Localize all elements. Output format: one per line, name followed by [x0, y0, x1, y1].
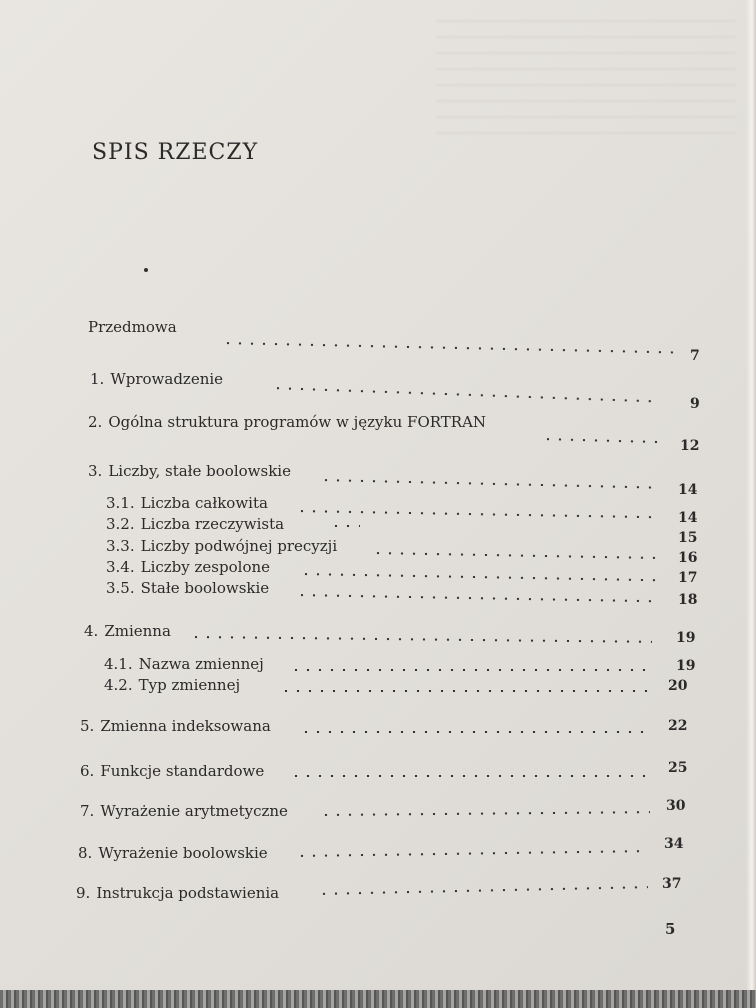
toc-page-number: 17	[678, 570, 698, 586]
toc-leader-dots	[300, 731, 650, 733]
toc-leader-dots	[318, 886, 648, 895]
toc-page-number: 18	[678, 592, 698, 608]
toc-page-number: 14	[678, 510, 698, 526]
toc-label: Zmienna indeksowana	[100, 717, 271, 735]
toc-leader-dots	[300, 573, 660, 581]
toc-number: 3.4.	[106, 558, 135, 576]
page-folio: 5	[665, 920, 676, 938]
toc-label: Liczba rzeczywista	[140, 515, 285, 533]
toc-number: 2.	[88, 413, 103, 431]
toc-number: 1.	[90, 370, 105, 388]
toc-number: 4.	[84, 622, 99, 640]
toc-label: Liczby podwójnej precyzji	[140, 537, 338, 555]
toc-page-number: 9	[690, 396, 700, 412]
toc-number: 3.5.	[106, 579, 135, 597]
toc-number: 5.	[80, 717, 95, 735]
toc-leader-dots	[280, 690, 650, 692]
toc-page-number: 15	[678, 530, 698, 546]
toc-leader-dots	[320, 479, 660, 489]
toc-leader-dots	[290, 669, 654, 671]
toc-leader-dots	[296, 594, 660, 602]
toc-leader-dots	[190, 636, 652, 643]
toc-label: Ogólna struktura programów w języku FORTRAN	[108, 413, 487, 431]
toc-page-number: 34	[664, 836, 684, 852]
ink-speck	[144, 268, 148, 272]
toc-number: 9.	[76, 884, 91, 902]
toc-page-number: 19	[676, 658, 696, 674]
toc-page-number: 19	[676, 630, 696, 646]
toc-label: Typ zmiennej	[138, 676, 241, 694]
toc-page-number: 22	[668, 718, 688, 734]
toc-number: 3.1.	[106, 494, 135, 512]
toc-leader-dots	[296, 850, 646, 857]
toc-number: 3.3.	[106, 537, 135, 555]
toc-label: Stałe boolowskie	[140, 579, 270, 597]
toc-label: Liczby zespolone	[140, 558, 271, 576]
toc-number: 7.	[80, 802, 95, 820]
toc-label: Wyrażenie arytmetyczne	[100, 802, 288, 820]
toc-number: 3.	[88, 462, 103, 480]
toc-page-number: 16	[678, 550, 698, 566]
toc-leader-dots	[320, 811, 650, 816]
toc-leader-dots	[372, 552, 662, 559]
toc-page-number: 30	[666, 798, 686, 814]
toc-label: Nazwa zmiennej	[138, 655, 264, 673]
toc-label: Wprowadzenie	[110, 370, 224, 388]
toc-label: Liczba całkowita	[140, 494, 268, 512]
toc-label: Funkcje standardowe	[100, 762, 265, 780]
toc-number: 6.	[80, 762, 95, 780]
toc-number: 4.2.	[104, 676, 133, 694]
toc-page-number: 7	[690, 348, 700, 364]
toc-label: Liczby, stałe boolowskie	[108, 462, 291, 480]
toc-number: 8.	[78, 844, 93, 862]
toc-leader-dots	[290, 775, 648, 777]
page-title: SPIS RZECZY	[92, 140, 259, 165]
toc-page-number: 20	[668, 678, 688, 694]
toc-page-number: 25	[668, 760, 688, 776]
background-carpet	[0, 990, 756, 1008]
toc-label: Przedmowa	[88, 318, 177, 336]
toc-page-number: 12	[680, 438, 700, 454]
toc-leader-dots	[296, 510, 656, 518]
toc-label: Wyrażenie boolowskie	[98, 844, 268, 862]
toc-leader-dots	[542, 438, 662, 443]
toc-label: Instrukcja podstawienia	[96, 884, 280, 902]
toc-number: 3.2.	[106, 515, 135, 533]
toc-page-number: 14	[678, 482, 698, 498]
page-edge	[746, 0, 756, 1008]
show-through-text	[436, 20, 736, 140]
toc-number: 4.1.	[104, 655, 133, 673]
toc-page-number: 37	[662, 876, 682, 892]
toc-leader-dots	[222, 342, 682, 354]
toc-label: Zmienna	[104, 622, 171, 640]
toc-leader-dots	[330, 525, 360, 527]
toc-leader-dots	[272, 387, 652, 402]
